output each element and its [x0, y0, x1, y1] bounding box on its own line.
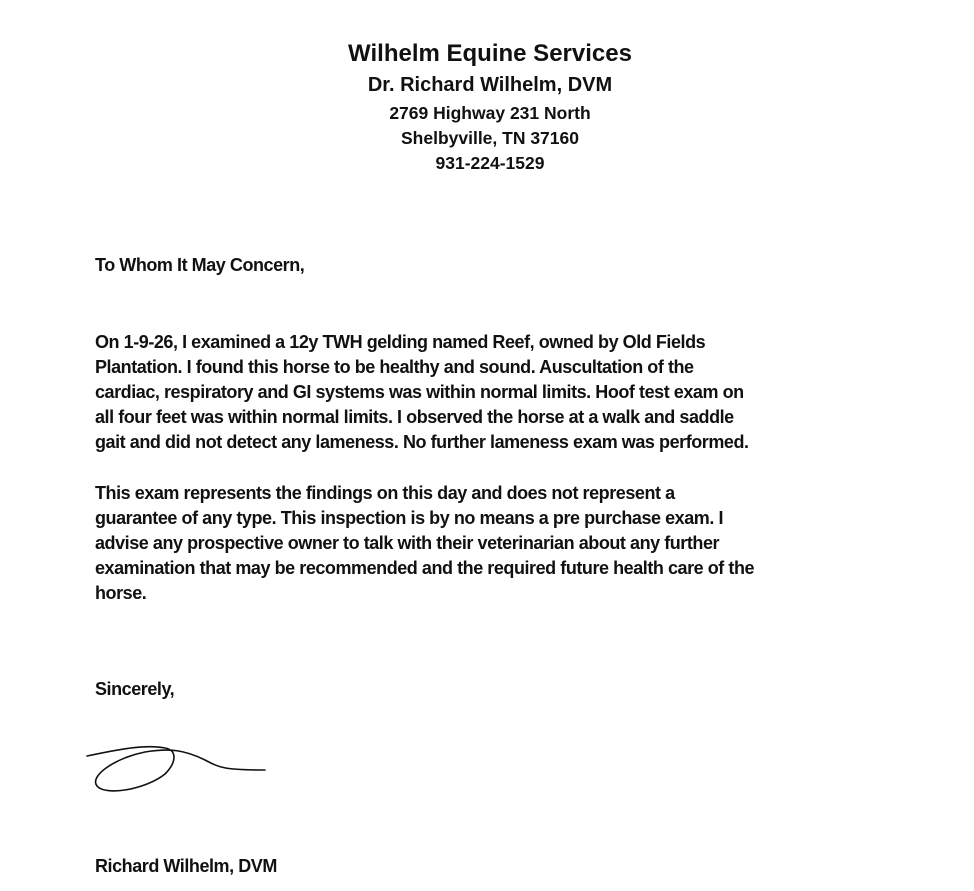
- paragraph-line: guarantee of any type. This inspection is by no means a pre purchase exam. I: [95, 508, 724, 528]
- salutation: To Whom It May Concern,: [95, 255, 305, 275]
- handwritten-signature: [85, 740, 275, 800]
- address-line-1: 2769 Highway 231 North: [389, 103, 591, 123]
- paragraph-line: all four feet was within normal limits. I observed the horse at a walk and saddle: [95, 407, 734, 427]
- paragraph-line: On 1-9-26, I examined a 12y TWH gelding named Reef, owned by Old Fields: [95, 332, 706, 352]
- doctor-name: Dr. Richard Wilhelm, DVM: [367, 74, 613, 96]
- address-line-2: Shelbyville, TN 37160: [400, 128, 579, 148]
- paragraph-1: [95, 330, 749, 455]
- business-name: Wilhelm Equine Services: [348, 40, 632, 67]
- paragraph-line: horse.: [95, 583, 147, 603]
- paragraph-line: advise any prospective owner to talk with their veterinarian about any further: [95, 533, 720, 553]
- paragraph-line: cardiac, respiratory and GI systems was within normal limits. Hoof test exam on: [95, 382, 744, 402]
- paragraph-2: [95, 481, 754, 606]
- paragraph-line: Plantation. I found this horse to be healthy and sound. Auscultation of the: [95, 357, 694, 377]
- signature-name: Richard Wilhelm, DVM: [95, 856, 277, 876]
- paragraph-line: examination that may be recommended and the required future health care of the: [95, 558, 755, 578]
- paragraph-line: This exam represents the findings on this day and does not represent a: [95, 483, 675, 503]
- phone-number: 931-224-1529: [435, 153, 545, 173]
- paragraph-line: gait and did not detect any lameness. No further lameness exam was performed.: [95, 432, 749, 452]
- closing: Sincerely,: [95, 679, 175, 699]
